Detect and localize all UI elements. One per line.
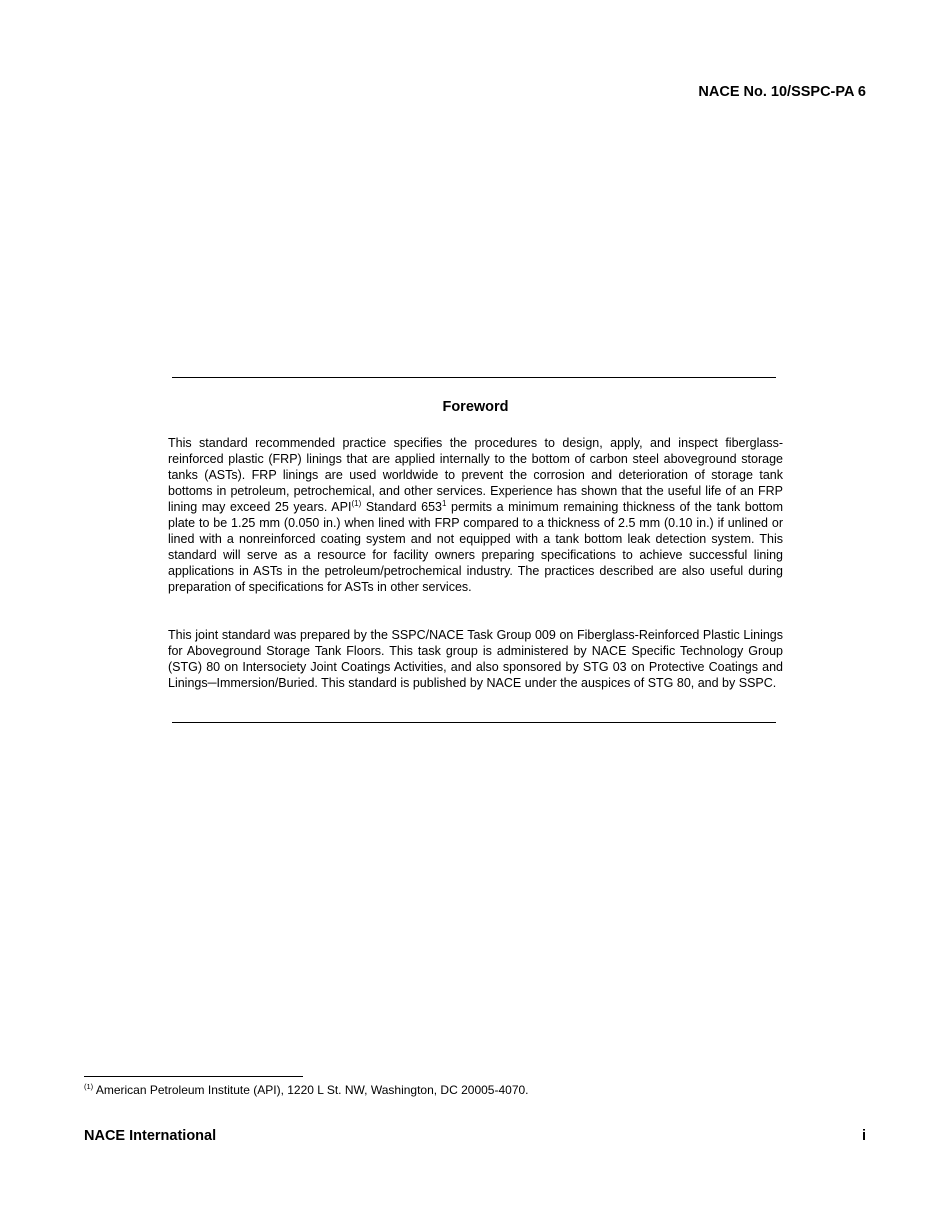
top-divider [172,377,776,378]
paragraph-1-text-c: permits a minimum remaining thickness of the tank bottom plate to be 1.25 mm (0.050 in.) when lined with FRP compared to a thickness of 2.5 mm (0.10 in.) if unlined or lined with a nonreinforced coating system and not equipped with a tank bottom leak detection system. This standard will serve as a resource for facility owners preparing specifications to achieve successful lining applications in ASTs in the petroleum/petrochemical industry. The practices described are also useful during preparation of specifications for ASTs in other services. [168,500,783,594]
foreword-title: Foreword [442,399,509,415]
reference-1: 1 [442,498,447,508]
footnote-text: American Petroleum Institute (API), 1220 L St. NW, Washington, DC 20005-4070. [93,1083,529,1097]
bottom-divider [172,722,776,723]
footnote-ref-1: (1) [351,498,362,508]
footer-organization: NACE International [84,1128,217,1144]
foreword-paragraph-2: This joint standard was prepared by the SSPC/NACE Task Group 009 on Fiberglass-Reinforced Plastic Linings for Aboveground Storage Tank Floors. This task group is administered by NACE Specific Technology Group (STG) 80 on Intersociety Joint Coatings Activities, and also sponsored by STG 03 on Protective Coatings and Linings─Immersion/Buried. This standard is published by NACE under the auspices of STG 80, and by SSPC. [168,628,783,690]
page-number: i [861,1128,866,1144]
footnote-divider [84,1076,303,1077]
document-code: NACE No. 10/SSPC-PA 6 [698,84,866,100]
footnote-marker: (1) [84,1082,94,1091]
paragraph-1-text-a: This standard recommended practice specifies the procedures to design, apply, and inspect fiberglass-reinforced plastic (FRP) linings that are applied internally to the bottom of carbon steel aboveground storage tanks (ASTs). FRP linings are used worldwide to prevent the corrosion and deterioration of storage tank bottoms in petroleum, petrochemical, and other services. Experience has shown that the useful life of an FRP lining may exceed 25 years. API [168,436,783,514]
foreword-paragraph-1 [168,435,783,595]
footnote [84,1083,529,1097]
paragraph-1-text-b: Standard 653 [361,500,442,514]
